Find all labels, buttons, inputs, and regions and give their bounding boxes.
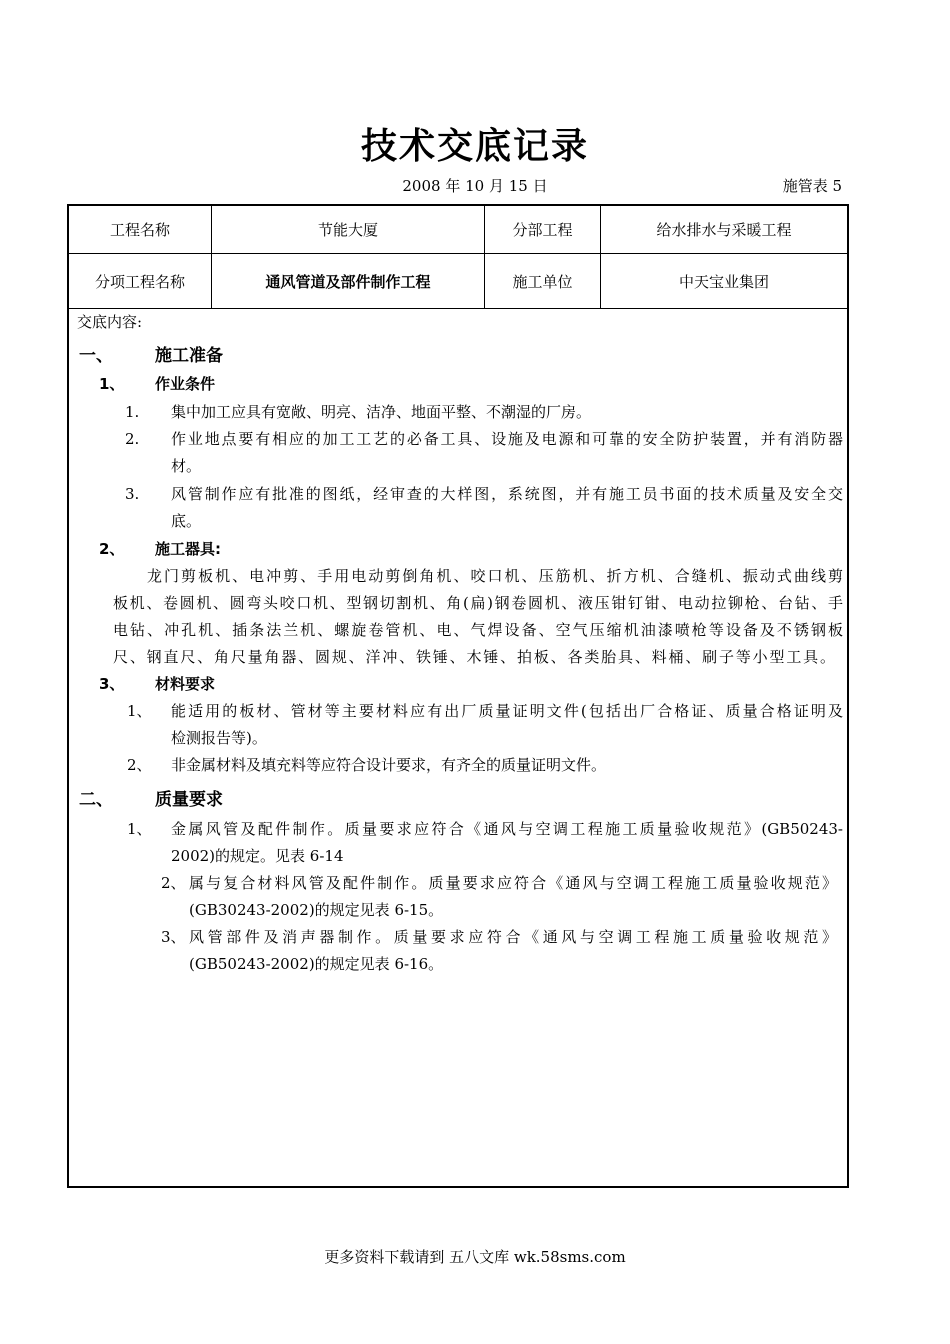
sub2-title: 施工器具:	[155, 540, 221, 558]
list-item-number: 3、	[161, 928, 186, 946]
list-item: 能适用的板材、管材等主要材料应有出厂质量证明文件(包括出厂合格证、质量合格证明及	[171, 702, 843, 720]
sub1-title: 作业条件	[155, 375, 216, 393]
record-date: 2008 年 10 月 15 日	[402, 177, 548, 195]
list-item-number: 1、	[127, 820, 152, 838]
list-item: 风管制作应有批准的图纸，经审查的大样图，系统图，并有施工员书面的技术质量及安全交	[171, 485, 843, 503]
form-number: 施管表 5	[782, 177, 842, 195]
contractor-label: 施工单位	[485, 254, 601, 309]
list-item-number: 2、	[161, 874, 186, 892]
list-item: 集中加工应具有宽敞、明亮、洁净、地面平整、不潮湿的厂房。	[171, 403, 592, 421]
sub2-number: 2、	[99, 540, 125, 558]
list-item-cont: (GB30243-2002)的规定见表 6-15。	[189, 901, 444, 919]
list-item-cont: (GB50243-2002)的规定见表 6-16。	[189, 955, 444, 973]
section2-title: 质量要求	[155, 790, 223, 810]
list-item: 作业地点要有相应的加工工艺的必备工具、设施及电源和可靠的安全防护装置，并有消防器	[171, 430, 843, 448]
table-row	[69, 254, 847, 309]
list-item-number: 1、	[127, 702, 152, 720]
section2-number: 二、	[79, 790, 113, 810]
list-item-number: 1.	[125, 403, 140, 421]
list-item: 属与复合材料风管及配件制作。质量要求应符合《通风与空调工程施工质量验收规范》	[189, 874, 837, 892]
page-title: 技术交底记录	[360, 126, 589, 167]
list-item-number: 2.	[125, 430, 140, 448]
sub1-number: 1、	[99, 375, 125, 393]
list-item-number: 2、	[127, 756, 152, 774]
list-item: 非金属材料及填充料等应符合设计要求，有齐全的质量证明文件。	[171, 756, 607, 774]
sub3-title: 材料要求	[155, 675, 216, 693]
sub-project-label: 分部工程	[485, 206, 601, 254]
list-item-cont: 底。	[171, 512, 202, 530]
list-item: 金属风管及配件制作。质量要求应符合《通风与空调工程施工质量验收规范》(GB50243-	[171, 820, 843, 838]
project-name-label: 工程名称	[69, 206, 212, 254]
tools-line: 龙门剪板机、电冲剪、手用电动剪倒角机、咬口机、压筋机、折方机、合缝机、振动式曲线剪	[147, 567, 843, 585]
list-item-cont: 材。	[171, 457, 202, 475]
sub-project-value: 给水排水与采暖工程	[601, 206, 848, 254]
list-item: 风管部件及消声器制作。质量要求应符合《通风与空调工程施工质量验收规范》	[189, 928, 837, 946]
table-row	[69, 206, 847, 254]
content-label: 交底内容:	[77, 313, 143, 331]
contractor-value: 中天宝业集团	[601, 254, 848, 309]
tools-line: 板机、卷圆机、圆弯头咬口机、型钢切割机、角(扁)钢卷圆机、液压钳钉钳、电动拉铆枪、台钻、手	[113, 594, 843, 612]
header-table	[69, 206, 847, 309]
section1-title: 施工准备	[155, 346, 223, 366]
sub3-number: 3、	[99, 675, 125, 693]
list-item-cont: 检测报告等)。	[171, 729, 267, 747]
footer-note: 更多资料下载请到 五八文库 wk.58sms.com	[324, 1248, 626, 1266]
tools-line: 电钻、冲孔机、插条法兰机、螺旋卷管机、电、气焊设备、空气压缩机油漆喷枪等设备及不锈钢板	[113, 621, 843, 639]
section1-number: 一、	[79, 346, 113, 366]
item-name-label: 分项工程名称	[69, 254, 212, 309]
record-box	[67, 204, 849, 1188]
list-item-number: 3.	[125, 485, 140, 503]
tools-line: 尺、钢直尺、角尺量角器、圆规、洋冲、铁锤、木锤、拍板、各类胎具、料桶、刷子等小型工具。	[113, 648, 835, 666]
project-name-value: 节能大厦	[212, 206, 485, 254]
list-item-cont: 2002)的规定。见表 6-14	[171, 847, 344, 865]
item-name-value: 通风管道及部件制作工程	[212, 254, 485, 309]
